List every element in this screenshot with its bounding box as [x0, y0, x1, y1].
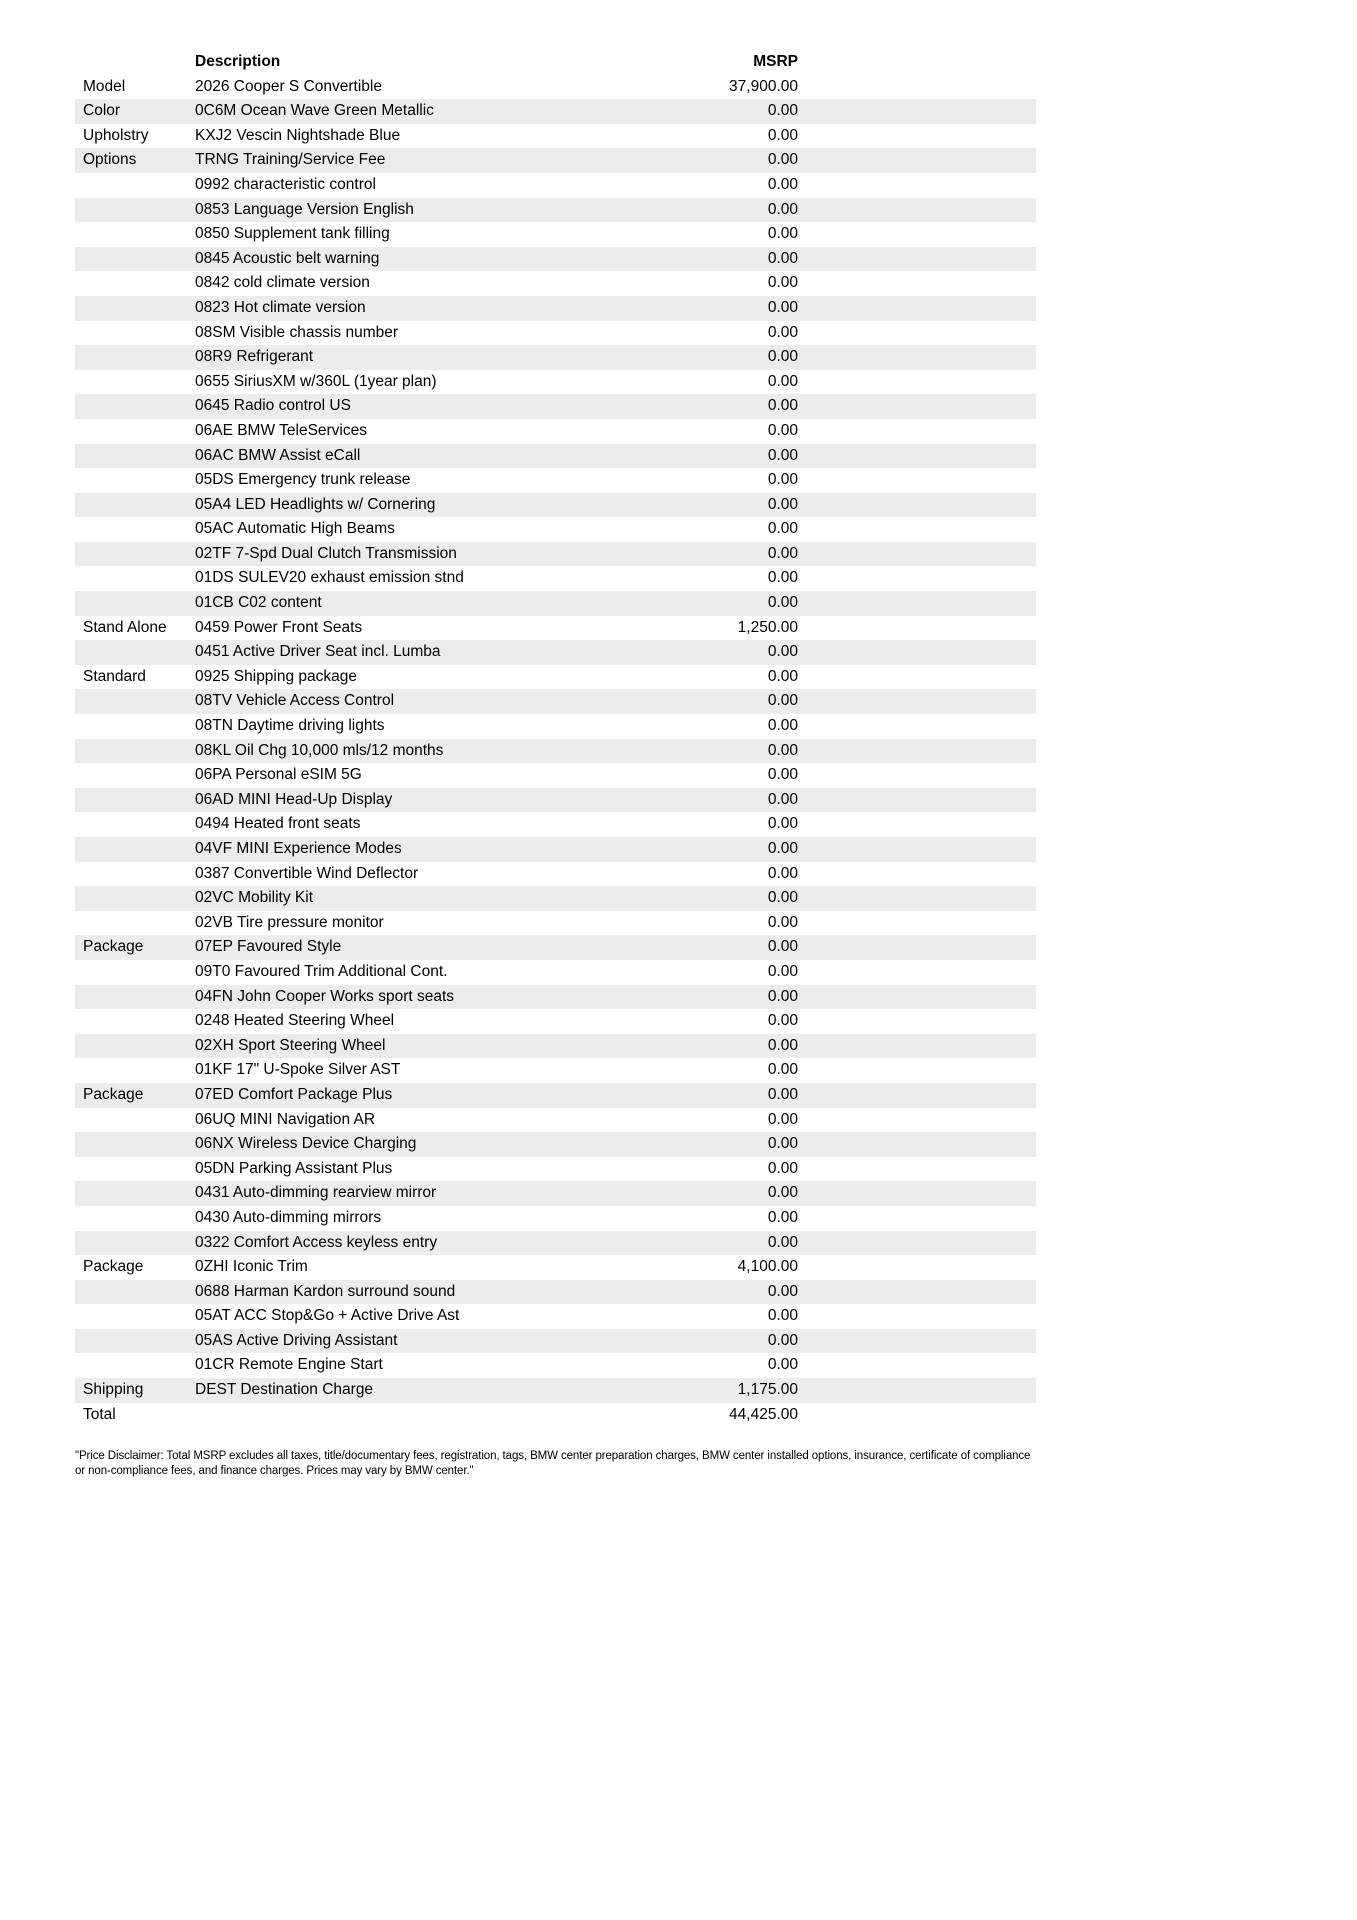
category-cell: [75, 566, 195, 591]
msrp-cell: 0.00: [767, 815, 798, 833]
category-cell: Package: [83, 938, 144, 956]
table-row: [75, 1058, 1036, 1083]
category-cell: Options: [83, 151, 137, 169]
msrp-cell: 0.00: [767, 348, 798, 366]
table-row: [75, 370, 1036, 395]
description-cell: 0845 Acoustic belt warning: [195, 249, 380, 267]
table-row: [75, 788, 1036, 813]
description-cell: 06AE BMW TeleServices: [195, 421, 367, 439]
category-cell: [75, 714, 195, 739]
msrp-column-header: MSRP: [753, 53, 798, 70]
description-cell: 04VF MINI Experience Modes: [195, 840, 402, 857]
msrp-cell: 0.00: [767, 421, 798, 439]
msrp-cell: 0.00: [767, 938, 798, 956]
msrp-cell: 0.00: [767, 1159, 798, 1177]
msrp-cell: 0.00: [767, 840, 798, 857]
msrp-cell: 0.00: [767, 1061, 798, 1079]
category-cell: [75, 812, 195, 837]
category-cell: Package: [83, 1258, 144, 1276]
msrp-cell: 37,900.00: [729, 77, 798, 95]
description-cell: 0494 Heated front seats: [195, 815, 361, 833]
description-cell: 05AT ACC Stop&Go + Active Drive Ast: [195, 1307, 460, 1325]
table-row: [75, 640, 1036, 665]
category-cell: [75, 1231, 195, 1256]
table-row: [75, 1255, 1036, 1280]
category-cell: [75, 321, 195, 346]
table-row: [75, 985, 1036, 1010]
msrp-cell: 0.00: [767, 913, 798, 931]
msrp-cell: 0.00: [767, 1184, 798, 1202]
category-cell: [75, 1304, 195, 1329]
category-cell: [75, 370, 195, 395]
category-cell: [75, 444, 195, 469]
category-cell: [75, 837, 195, 862]
table-row: [75, 1353, 1036, 1378]
msrp-cell: 0.00: [767, 1085, 798, 1103]
msrp-cell: 1,250.00: [737, 618, 798, 636]
msrp-cell: 0.00: [767, 298, 798, 316]
description-cell: 01CB C02 content: [195, 594, 322, 612]
table-row: [75, 1034, 1036, 1059]
table-row: [75, 1378, 1036, 1403]
description-cell: 02XH Sport Steering Wheel: [195, 1036, 386, 1054]
category-cell: [75, 419, 195, 444]
table-row: [75, 1157, 1036, 1182]
table-row: [75, 739, 1036, 764]
msrp-cell: 0.00: [767, 126, 798, 144]
category-cell: [75, 911, 195, 936]
description-cell: 0451 Active Driver Seat incl. Lumba: [195, 643, 441, 661]
category-cell: Model: [83, 77, 126, 95]
table-row: [75, 1231, 1036, 1256]
table-row: [75, 714, 1036, 739]
description-cell: 02VB Tire pressure monitor: [195, 913, 384, 931]
category-cell: [75, 222, 195, 247]
category-cell: [75, 271, 195, 296]
category-cell: Shipping: [83, 1381, 144, 1399]
msrp-cell: 0.00: [767, 1282, 798, 1300]
category-cell: Upholstry: [83, 126, 149, 144]
table-row: [75, 1304, 1036, 1329]
description-cell: 0645 Radio control US: [195, 397, 351, 415]
msrp-cell: 0.00: [767, 446, 798, 464]
category-cell: [75, 1034, 195, 1059]
msrp-cell: 0.00: [767, 151, 798, 169]
description-cell: 05AS Active Driving Assistant: [195, 1331, 398, 1349]
description-cell: 06AC BMW Assist eCall: [195, 446, 361, 464]
description-cell: 08KL Oil Chg 10,000 mls/12 months: [195, 741, 444, 759]
msrp-cell: 0.00: [767, 175, 798, 193]
description-cell: 04FN John Cooper Works sport seats: [195, 987, 455, 1005]
category-cell: [75, 763, 195, 788]
category-cell: [75, 1353, 195, 1378]
table-row: [75, 198, 1036, 223]
msrp-cell: 0.00: [767, 1331, 798, 1349]
category-cell: [75, 1157, 195, 1182]
table-row: [75, 1280, 1036, 1305]
category-cell: [75, 788, 195, 813]
msrp-cell: 0.00: [767, 544, 798, 562]
description-cell: 08TN Daytime driving lights: [195, 717, 385, 735]
table-row: [75, 468, 1036, 493]
msrp-cell: 0.00: [767, 1135, 798, 1153]
category-cell: [75, 1329, 195, 1354]
table-row: [75, 763, 1036, 788]
category-cell: [75, 247, 195, 272]
category-cell: Total: [83, 1405, 116, 1423]
msrp-cell: 0.00: [767, 717, 798, 735]
msrp-cell: 0.00: [767, 962, 798, 980]
category-cell: [75, 640, 195, 665]
description-cell: DEST Destination Charge: [195, 1381, 374, 1399]
category-cell: Standard: [83, 667, 146, 685]
table-row: [75, 517, 1036, 542]
description-cell: 05DS Emergency trunk release: [195, 471, 411, 489]
table-row: [75, 862, 1036, 887]
description-cell: KXJ2 Vescin Nightshade Blue: [195, 126, 401, 144]
table-row: [75, 419, 1036, 444]
table-row: [75, 99, 1036, 124]
description-cell: 08SM Visible chassis number: [195, 323, 399, 341]
table-row: [75, 1329, 1036, 1354]
category-cell: [75, 296, 195, 321]
category-cell: [75, 493, 195, 518]
category-cell: [75, 591, 195, 616]
description-cell: 06UQ MINI Navigation AR: [195, 1110, 376, 1128]
table-row: [75, 173, 1036, 198]
table-row: [75, 837, 1036, 862]
category-cell: [75, 1206, 195, 1231]
description-cell: 07EP Favoured Style: [195, 938, 342, 956]
table-row: [75, 222, 1036, 247]
msrp-cell: 0.00: [767, 102, 798, 120]
table-row: [75, 542, 1036, 567]
msrp-cell: 0.00: [767, 200, 798, 218]
msrp-cell: 0.00: [767, 569, 798, 587]
table-row: [75, 1206, 1036, 1231]
table-row: [75, 345, 1036, 370]
category-cell: [75, 198, 195, 223]
description-cell: 05DN Parking Assistant Plus: [195, 1159, 393, 1177]
msrp-cell: 0.00: [767, 790, 798, 808]
description-cell: 0430 Auto-dimming mirrors: [195, 1208, 382, 1226]
category-cell: [75, 345, 195, 370]
table-row: [75, 321, 1036, 346]
description-cell: 0387 Convertible Wind Deflector: [195, 864, 419, 882]
category-cell: [75, 1009, 195, 1034]
msrp-cell: 0.00: [767, 1110, 798, 1128]
description-cell: 06PA Personal eSIM 5G: [195, 766, 362, 784]
description-cell: 0992 characteristic control: [195, 175, 376, 193]
category-cell: [75, 517, 195, 542]
category-cell: [75, 542, 195, 567]
msrp-cell: 0.00: [767, 372, 798, 390]
price-disclaimer: "Price Disclaimer: Total MSRP excludes all taxes, title/documentary fees, registration, tags, BMW center preparation charges, BMW center installed options, insurance, certificate of compliance or non-compliance fees, and finance charges. Prices may vary by BMW center.": [75, 1450, 1031, 1478]
category-cell: [75, 1181, 195, 1206]
msrp-cell: 0.00: [767, 471, 798, 489]
category-cell: [75, 985, 195, 1010]
description-cell: 07ED Comfort Package Plus: [195, 1085, 393, 1103]
table-row: [75, 1181, 1036, 1206]
msrp-cell: 0.00: [767, 889, 798, 907]
description-cell: 0850 Supplement tank filling: [195, 225, 390, 243]
table-header-row: [75, 50, 1036, 75]
msrp-cell: 44,425.00: [729, 1405, 798, 1423]
description-cell: 02TF 7-Spd Dual Clutch Transmission: [195, 544, 457, 562]
table-row: [75, 124, 1036, 149]
category-cell: [75, 394, 195, 419]
msrp-cell: 0.00: [767, 495, 798, 513]
msrp-cell: 0.00: [767, 1307, 798, 1325]
description-cell: 02VC Mobility Kit: [195, 889, 314, 907]
category-column-header: [75, 50, 195, 75]
category-cell: [75, 173, 195, 198]
description-cell: 05A4 LED Headlights w/ Cornering: [195, 495, 436, 513]
msrp-cell: 0.00: [767, 741, 798, 759]
category-cell: Stand Alone: [83, 618, 167, 636]
description-cell: 06AD MINI Head-Up Display: [195, 790, 393, 808]
category-cell: [75, 886, 195, 911]
description-cell: 0322 Comfort Access keyless entry: [195, 1233, 438, 1251]
category-cell: [75, 1280, 195, 1305]
category-cell: [75, 862, 195, 887]
category-cell: [75, 739, 195, 764]
description-cell: 09T0 Favoured Trim Additional Cont.: [195, 962, 448, 980]
msrp-cell: 0.00: [767, 225, 798, 243]
msrp-cell: 0.00: [767, 594, 798, 612]
msrp-cell: 0.00: [767, 1233, 798, 1251]
description-cell: 0C6M Ocean Wave Green Metallic: [195, 102, 434, 120]
description-cell: 0925 Shipping package: [195, 667, 358, 685]
category-cell: [75, 689, 195, 714]
table-row: [75, 271, 1036, 296]
msrp-cell: 0.00: [767, 520, 798, 538]
table-row: [75, 665, 1036, 690]
description-cell: 01CR Remote Engine Start: [195, 1356, 383, 1374]
table-row: [75, 1403, 1036, 1428]
msrp-cell: 0.00: [767, 987, 798, 1005]
msrp-cell: 1,175.00: [737, 1381, 798, 1399]
table-row: [75, 75, 1036, 100]
msrp-cell: 0.00: [767, 1356, 798, 1374]
msrp-cell: 0.00: [767, 274, 798, 292]
description-cell: 0248 Heated Steering Wheel: [195, 1012, 395, 1030]
table-row: [75, 812, 1036, 837]
table-row: [75, 394, 1036, 419]
description-cell: 01DS SULEV20 exhaust emission stnd: [195, 569, 464, 587]
table-row: [75, 247, 1036, 272]
table-row: [75, 1108, 1036, 1133]
table-row: [75, 886, 1036, 911]
description-cell: 0431 Auto-dimming rearview mirror: [195, 1184, 437, 1202]
description-column-header: Description: [195, 53, 281, 70]
description-cell: 0842 cold climate version: [195, 274, 370, 292]
description-cell: 08R9 Refrigerant: [195, 348, 314, 366]
table-row: [75, 689, 1036, 714]
table-row: [75, 616, 1036, 641]
description-cell: 0688 Harman Kardon surround sound: [195, 1282, 456, 1300]
description-cell: 06NX Wireless Device Charging: [195, 1135, 417, 1153]
category-cell: [75, 1108, 195, 1133]
category-cell: [75, 1132, 195, 1157]
msrp-cell: 0.00: [767, 643, 798, 661]
description-cell: 01KF 17" U-Spoke Silver AST: [195, 1061, 401, 1079]
description-cell: 0ZHI Iconic Trim: [195, 1258, 308, 1276]
pricing-table: [75, 50, 1036, 1427]
msrp-cell: 0.00: [767, 692, 798, 710]
table-row: [75, 444, 1036, 469]
description-cell: 0823 Hot climate version: [195, 298, 366, 316]
table-row: [75, 1083, 1036, 1108]
category-cell: [75, 1058, 195, 1083]
table-row: [75, 1132, 1036, 1157]
description-cell: 2026 Cooper S Convertible: [195, 77, 382, 95]
table-row: [75, 1009, 1036, 1034]
table-row: [75, 493, 1036, 518]
category-cell: Package: [83, 1085, 144, 1103]
description-cell: 0459 Power Front Seats: [195, 618, 363, 636]
description-cell: 05AC Automatic High Beams: [195, 520, 395, 538]
table-row: [75, 566, 1036, 591]
table-row: [75, 960, 1036, 985]
table-row: [75, 591, 1036, 616]
msrp-cell: 0.00: [767, 249, 798, 267]
category-cell: [75, 960, 195, 985]
msrp-cell: 0.00: [767, 667, 798, 685]
msrp-cell: 0.00: [767, 323, 798, 341]
msrp-cell: 0.00: [767, 766, 798, 784]
msrp-cell: 0.00: [767, 397, 798, 415]
table-row: [75, 911, 1036, 936]
description-cell: [195, 1403, 679, 1428]
description-cell: 0853 Language Version English: [195, 200, 414, 218]
category-cell: [75, 468, 195, 493]
table-row: [75, 296, 1036, 321]
msrp-cell: 0.00: [767, 1208, 798, 1226]
category-cell: Color: [83, 102, 121, 120]
description-cell: TRNG Training/Service Fee: [195, 151, 386, 169]
msrp-cell: 4,100.00: [737, 1258, 798, 1276]
description-cell: 0655 SiriusXM w/360L (1year plan): [195, 372, 437, 390]
msrp-cell: 0.00: [767, 864, 798, 882]
description-cell: 08TV Vehicle Access Control: [195, 692, 395, 710]
msrp-cell: 0.00: [767, 1036, 798, 1054]
table-row: [75, 148, 1036, 173]
msrp-cell: 0.00: [767, 1012, 798, 1030]
table-row: [75, 935, 1036, 960]
